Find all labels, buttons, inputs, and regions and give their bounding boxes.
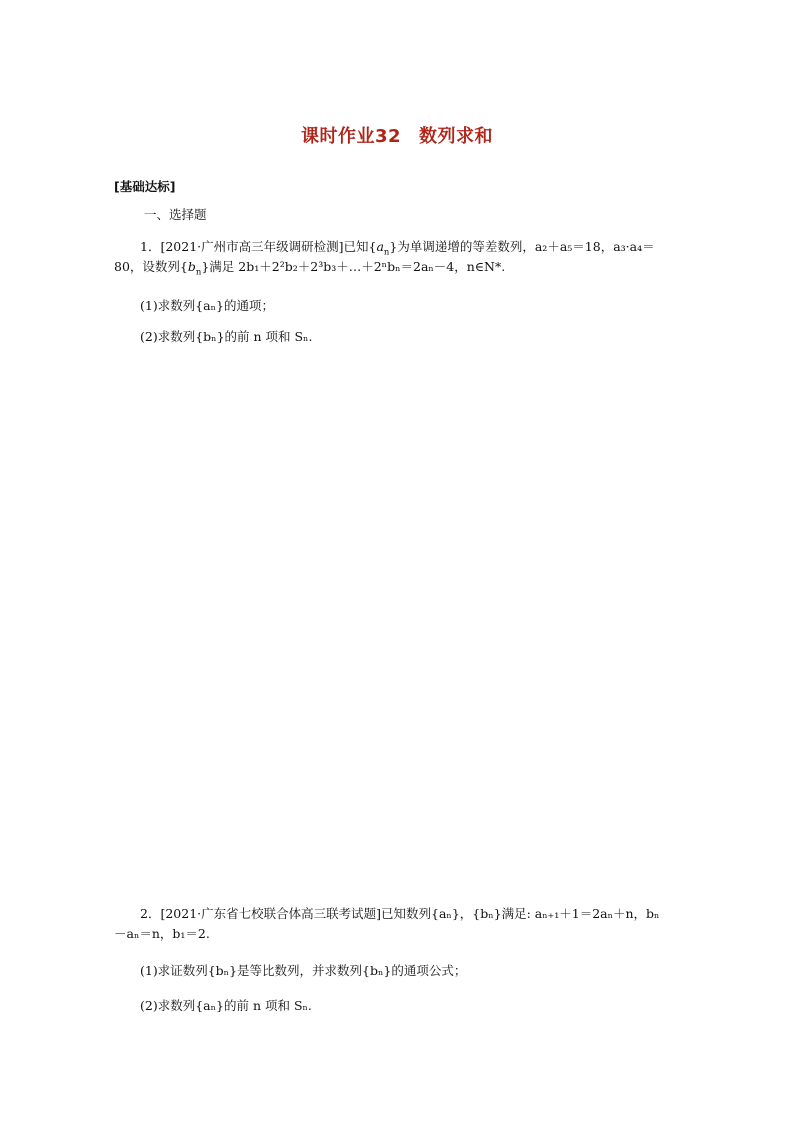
q1-part1: (1)求数列{aₙ}的通项； — [140, 298, 274, 313]
q1-sub-n-2: n — [195, 267, 202, 278]
q1-sub-n: n — [383, 247, 390, 258]
section-label: [基础达标] — [114, 179, 176, 194]
page-title — [0, 122, 794, 148]
q2-number: 2． — [140, 906, 161, 921]
q1-seq-a: a — [376, 239, 384, 254]
q1-source: [2021·广州市高三年级调研检测] — [160, 239, 344, 254]
title-part1: 课时作业32 — [300, 126, 402, 147]
q1-line2-rest: b₁＋2²b₂＋2³b₃＋…＋2ⁿbₙ＝2aₙ－4，n∈N*. — [246, 259, 506, 274]
q1-part2: (2)求数列{bₙ}的前 n 项和 Sₙ. — [140, 329, 313, 344]
q1-line2 — [114, 258, 674, 276]
q1-line2-mid: }满足 2 — [201, 259, 247, 274]
q1-sum-expr: a₂＋a₅＝18，a₃·a₄＝ — [534, 239, 655, 254]
q2-source: [2021·广东省七校联合体高三联考试题] — [160, 906, 381, 921]
subsection-heading: 一、选择题 — [144, 207, 207, 222]
q1-text-b: }为单调递增的等差数列， — [389, 239, 535, 254]
q1-line2-start: 80，设数列{ — [114, 259, 188, 274]
q1-seq-b: b — [187, 259, 196, 274]
q2-line2: －aₙ＝n，b₁＝2. — [114, 926, 210, 941]
title-part2: 数列求和 — [419, 126, 494, 147]
q1-text-a: 已知{ — [343, 239, 377, 254]
q2-part1: (1)求证数列{bₙ}是等比数列，并求数列{bₙ}的通项公式； — [140, 963, 467, 978]
q2-part2: (2)求数列{aₙ}的前 n 项和 Sₙ. — [140, 998, 312, 1013]
q1-number: 1． — [140, 239, 161, 254]
q2-line1-rest: 已知数列{aₙ}，{bₙ}满足: aₙ₊₁＋1＝2aₙ＋n，bₙ — [381, 906, 660, 921]
q2-line1 — [140, 905, 700, 923]
q1-line1 — [140, 238, 700, 256]
